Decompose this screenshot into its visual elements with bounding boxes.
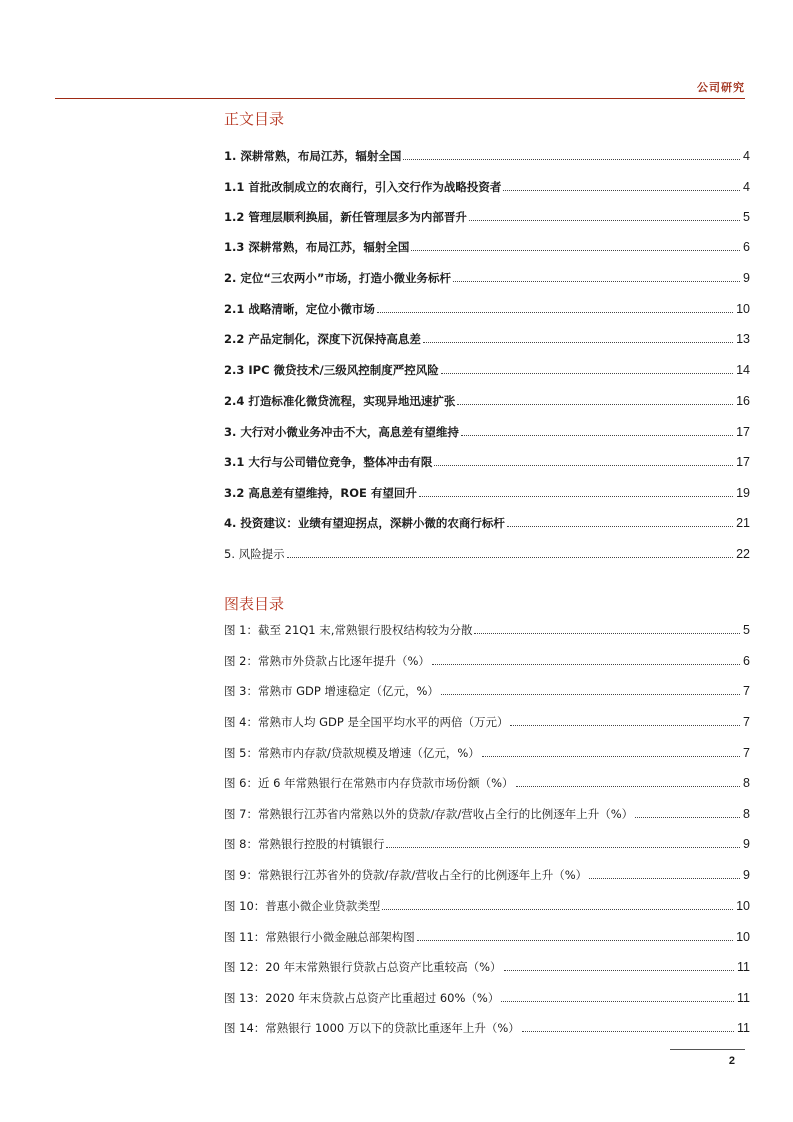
dot-leader	[287, 557, 733, 558]
toc-entry-page: 4	[743, 149, 750, 163]
figure-entry[interactable]	[224, 836, 750, 852]
dot-leader	[474, 633, 740, 634]
dot-leader	[457, 404, 733, 405]
figure-entry[interactable]	[224, 898, 750, 914]
figure-entry[interactable]	[224, 929, 750, 945]
figure-entry-label: 图 2：常熟市外贷款占比逐年提升（%）	[224, 654, 430, 668]
header-label: 公司研究	[697, 81, 745, 94]
toc-entry[interactable]	[224, 239, 750, 255]
dot-leader	[382, 909, 733, 910]
figure-entry-page: 11	[737, 991, 750, 1005]
figure-list-title: 图表目录	[224, 595, 285, 613]
toc-entry[interactable]	[224, 270, 750, 286]
figure-entry-label: 图 4：常熟市人均 GDP 是全国平均水平的两倍（万元）	[224, 715, 509, 729]
dot-leader	[432, 664, 740, 665]
figure-entry-label: 图 9：常熟银行江苏省外的贷款/存款/营收占全行的比例逐年上升（%）	[224, 868, 588, 882]
figure-entry-label: 图 8：常熟银行控股的村镇银行	[224, 837, 385, 851]
dot-leader	[419, 496, 733, 497]
figure-entry[interactable]	[224, 990, 750, 1006]
figure-entry-page: 8	[743, 776, 750, 790]
toc-entry-label: 1. 深耕常熟，布局江苏，辐射全国	[224, 149, 402, 163]
figure-entry[interactable]	[224, 622, 750, 638]
toc-entry-label: 5. 风险提示	[224, 547, 285, 561]
dot-leader	[453, 281, 740, 282]
figure-entry-page: 7	[743, 684, 750, 698]
toc-entry-page: 16	[736, 394, 750, 408]
figure-entry[interactable]	[224, 683, 750, 699]
dot-leader	[461, 435, 733, 436]
toc-entry-page: 22	[736, 547, 750, 561]
figure-entry-label: 图 7：常熟银行江苏省内常熟以外的贷款/存款/营收占全行的比例逐年上升（%）	[224, 807, 634, 821]
toc-entry[interactable]	[224, 209, 750, 225]
toc-entry-page: 6	[743, 240, 750, 254]
toc-entry-page: 4	[743, 180, 750, 194]
figure-entry-label: 图 5：常熟市内存款/贷款规模及增速（亿元，%）	[224, 746, 480, 760]
toc-entry-label: 4. 投资建议：业绩有望迎拐点，深耕小微的农商行标杆	[224, 516, 505, 530]
dot-leader	[386, 847, 740, 848]
toc-entry[interactable]	[224, 546, 750, 562]
dot-leader	[522, 1031, 734, 1032]
figure-entry-label: 图 10：普惠小微企业贷款类型	[224, 899, 381, 913]
toc-entry-label: 1.3 深耕常熟，布局江苏，辐射全国	[224, 240, 410, 254]
figure-entry-label: 图 12：20 年末常熟银行贷款占总资产比重较高（%）	[224, 960, 502, 974]
figure-entry-page: 10	[736, 899, 750, 913]
dot-leader	[516, 786, 741, 787]
toc-entry[interactable]	[224, 424, 750, 440]
toc-entry-label: 2.3 IPC 微贷技术/三级风控制度严控风险	[224, 363, 439, 377]
dot-leader	[635, 817, 740, 818]
figure-entry[interactable]	[224, 745, 750, 761]
dot-leader	[469, 220, 740, 221]
dot-leader	[510, 725, 740, 726]
toc-entry[interactable]	[224, 362, 750, 378]
toc-entry-page: 9	[743, 271, 750, 285]
toc-entry[interactable]	[224, 393, 750, 409]
figure-entry-label: 图 3：常熟市 GDP 增速稳定（亿元，%）	[224, 684, 439, 698]
toc-entry[interactable]	[224, 485, 750, 501]
toc-entry-label: 2. 定位“三农两小”市场，打造小微业务标杆	[224, 271, 451, 285]
toc-entry[interactable]	[224, 515, 750, 531]
toc-entry-label: 1.2 管理层顺利换届，新任管理层多为内部晋升	[224, 210, 467, 224]
toc-entry-page: 13	[736, 332, 750, 346]
figure-entry-label: 图 14：常熟银行 1000 万以下的贷款比重逐年上升（%）	[224, 1021, 520, 1035]
toc-entry-page: 17	[736, 425, 750, 439]
figure-entry-page: 5	[743, 623, 750, 637]
figure-entry-page: 9	[743, 868, 750, 882]
page-number: 2	[728, 1055, 735, 1067]
dot-leader	[441, 694, 740, 695]
dot-leader	[403, 159, 740, 160]
figure-entry-page: 6	[743, 654, 750, 668]
figure-entry-label: 图 13：2020 年末贷款占总资产比重超过 60%（%）	[224, 991, 500, 1005]
toc-entry-label: 3.2 高息差有望维持，ROE 有望回升	[224, 486, 417, 500]
figure-entry[interactable]	[224, 653, 750, 669]
toc-entry-page: 21	[736, 516, 750, 530]
dot-leader	[434, 465, 733, 466]
figure-entry-label: 图 1：截至 21Q1 末,常熟银行股权结构较为分散	[224, 623, 473, 637]
toc-entry-label: 3.1 大行与公司错位竞争，整体冲击有限	[224, 455, 433, 469]
dot-leader	[504, 970, 735, 971]
footer-divider	[670, 1049, 745, 1050]
figure-entry-label: 图 11：常熟银行小微金融总部架构图	[224, 930, 415, 944]
figure-entry-page: 10	[736, 930, 750, 944]
figure-entry[interactable]	[224, 959, 750, 975]
figure-entry-page: 8	[743, 807, 750, 821]
toc-title: 正文目录	[224, 110, 285, 128]
toc-entry-page: 17	[736, 455, 750, 469]
toc-entry-label: 2.1 战略清晰，定位小微市场	[224, 302, 375, 316]
figure-entry-page: 7	[743, 746, 750, 760]
toc-entry-page: 5	[743, 210, 750, 224]
figure-entry[interactable]	[224, 806, 750, 822]
dot-leader	[377, 312, 733, 313]
dot-leader	[507, 526, 733, 527]
figure-entry[interactable]	[224, 714, 750, 730]
dot-leader	[501, 1001, 734, 1002]
toc-entry-label: 1.1 首批改制成立的农商行，引入交行作为战略投资者	[224, 180, 502, 194]
figure-entry-page: 11	[737, 1021, 750, 1035]
toc-entry-page: 10	[736, 302, 750, 316]
toc-entry[interactable]	[224, 331, 750, 347]
figure-entry-page: 11	[737, 960, 750, 974]
figure-entry[interactable]	[224, 775, 750, 791]
figure-entry-page: 9	[743, 837, 750, 851]
toc-entry-page: 14	[736, 363, 750, 377]
dot-leader	[589, 878, 740, 879]
dot-leader	[411, 250, 740, 251]
dot-leader	[417, 940, 733, 941]
dot-leader	[503, 190, 740, 191]
toc-entry-page: 19	[736, 486, 750, 500]
figure-entry[interactable]	[224, 867, 750, 883]
toc-entry-label: 2.4 打造标准化微贷流程，实现异地迅速扩张	[224, 394, 456, 408]
dot-leader	[423, 342, 733, 343]
toc-entry-label: 3. 大行对小微业务冲击不大，高息差有望维持	[224, 425, 459, 439]
dot-leader	[482, 756, 740, 757]
figure-entry-page: 7	[743, 715, 750, 729]
dot-leader	[441, 373, 733, 374]
toc-entry[interactable]	[224, 301, 750, 317]
toc-entry[interactable]	[224, 454, 750, 470]
toc-entry[interactable]	[224, 148, 750, 164]
toc-entry[interactable]	[224, 179, 750, 195]
figure-entry[interactable]	[224, 1020, 750, 1036]
toc-entry-label: 2.2 产品定制化，深度下沉保持高息差	[224, 332, 421, 346]
figure-entry-label: 图 6：近 6 年常熟银行在常熟市内存贷款市场份额（%）	[224, 776, 514, 790]
header-divider	[55, 98, 745, 99]
